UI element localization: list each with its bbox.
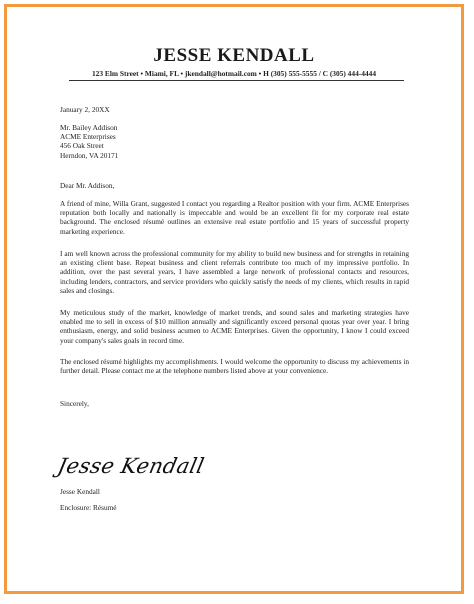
salutation: Dear Mr. Addison, bbox=[60, 181, 115, 190]
paragraph-text: I am well known across the professional community for my ability to build new business and for strengths in retaining an existing client base. Repeat business and client referrals contribute too much of my impressive portfolio. In addition, over the past several years, I have assembled a large network of professional contacts and resources, including lenders, contractors, and service providers who quickly satisfy the needs of my clients, which results in rapid sales and closings. bbox=[60, 249, 409, 295]
recipient-line: Herndon, VA 20171 bbox=[60, 150, 119, 160]
enclosure-note: Enclosure: Résumé bbox=[60, 503, 117, 512]
paragraph-text: My meticulous study of the market, knowledge of market trends, and sound sales and marketing strategies have enabled me to sell in excess of $10 million annually and significantly exceed personal quotas year over year. I bring enthusiasm, energy, and solid business acumen to ACME Enterprises. Given the opportunity, I know I could exceed your company's sales goals in record time. bbox=[60, 308, 409, 345]
recipient-address bbox=[60, 123, 409, 160]
recipient-line: 456 Oak Street bbox=[60, 141, 104, 151]
body-paragraph bbox=[60, 249, 409, 295]
letter-page bbox=[7, 7, 461, 591]
signer-name: Jesse Kendall bbox=[60, 487, 100, 496]
sender-contact: 123 Elm Street • Miami, FL • jkendall@hotmail.com • H (305) 555-5555 / C (305) 444-4444 bbox=[91, 69, 377, 78]
signature: Jesse Kendall bbox=[55, 454, 207, 478]
recipient-line: ACME Enterprises bbox=[60, 132, 116, 142]
paragraph-text: A friend of mine, Willa Grant, suggested I contact you regarding a Realtor position with your firm. ACME Enterprises reputation both locally and nationally is impeccable and would be an excellent fit for my corporate real estate background. The enclosed résumé outlines an extensive real estate portfolio and 15 years of successful property marketing experience. bbox=[60, 199, 409, 236]
body-paragraph bbox=[60, 357, 409, 375]
closing: Sincerely, bbox=[60, 399, 89, 408]
sender-name: JESSE KENDALL bbox=[153, 45, 315, 66]
page-border bbox=[4, 4, 464, 594]
body-paragraph bbox=[60, 308, 409, 345]
recipient-line: Mr. Bailey Addison bbox=[60, 123, 118, 132]
letter-date: January 2, 20XX bbox=[60, 105, 110, 114]
header-divider bbox=[69, 80, 404, 81]
paragraph-text: The enclosed résumé highlights my accomplishments. I would welcome the opportunity to discuss my achievements in further detail. Please contact me at the telephone numbers listed above at your convenience. bbox=[60, 357, 409, 376]
body-paragraph bbox=[60, 199, 409, 236]
